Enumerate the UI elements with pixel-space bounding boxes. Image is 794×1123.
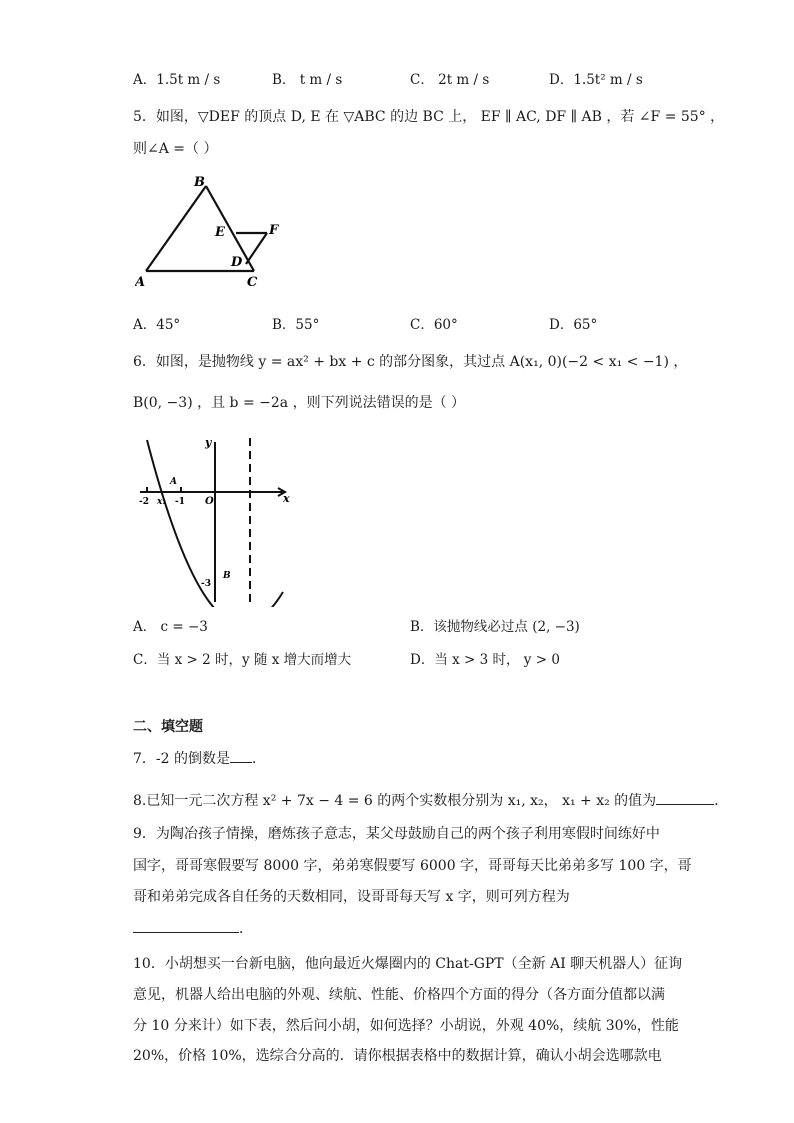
- q7-end: ．: [252, 751, 266, 767]
- q4-option-c: C． 2t m / s: [410, 72, 490, 88]
- q6-option-d: D．当 x > 3 时， y > 0: [410, 652, 560, 668]
- q6-parabola-figure: [135, 432, 295, 607]
- point-a-label: A: [170, 477, 177, 487]
- q5-stem-line2: 则∠A =（ ）: [133, 141, 218, 157]
- q5-stem-line1: 5．如图，▽DEF 的顶点 D, E 在 ▽ABC 的边 BC 上， EF ∥ AC, DF ∥ AB ，若 ∠F = 55° ，: [133, 109, 725, 125]
- q9-answer-line: [133, 918, 253, 939]
- label-b: B: [194, 175, 205, 190]
- q8-text: 8.已知一元二次方程 x² + 7x − 4 = 6 的两个实数根分别为 x₁, x₂， x₁ + x₂ 的值为: [133, 793, 657, 809]
- q8-line: [133, 790, 728, 811]
- q5-option-c: C．60°: [410, 317, 458, 333]
- label-a: A: [135, 275, 146, 290]
- origin-label: O: [205, 496, 214, 507]
- q5-option-a: A．45°: [133, 317, 181, 333]
- q7-line: [133, 748, 266, 769]
- section-heading: 二、填空题: [133, 719, 203, 735]
- q8-answer-blank[interactable]: [656, 790, 714, 805]
- tick-minus2: -2: [139, 497, 149, 507]
- q4-option-b: B． t m / s: [272, 72, 343, 88]
- q9-end: ．: [239, 921, 253, 937]
- tick-minus1: -1: [175, 497, 185, 507]
- q6-stem-line1: 6．如图，是抛物线 y = ax² + bx + c 的部分图象，其过点 A(x₁, 0)(−2 < x₁ < −1) ，: [133, 354, 688, 370]
- tick-x1: x₁: [157, 497, 167, 507]
- q5-option-b: B．55°: [272, 317, 320, 333]
- q4-option-a: A．1.5t m / s: [133, 72, 221, 88]
- q7-answer-blank[interactable]: [230, 748, 252, 763]
- q6-option-a: A． c = −3: [133, 619, 208, 635]
- label-f: F: [269, 223, 279, 238]
- q10-line1: 10．小胡想买一台新电脑，他向最近火爆圈内的 Chat-GPT（全新 AI 聊天机器人）征询: [133, 956, 683, 972]
- point-b-label: B: [223, 571, 231, 581]
- axis-label-y: y: [205, 436, 212, 449]
- q9-line1: 9．为陶冶孩子情操，磨炼孩子意志，某父母鼓励自己的两个孩子利用寒假时间练好中: [133, 826, 660, 842]
- q9-line2: 国字，哥哥寒假要写 8000 字，弟弟寒假要写 6000 字，哥哥每天比弟弟多写 100 字，哥: [133, 858, 692, 874]
- q6-stem-line2: B(0, −3) ，且 b = −2a ，则下列说法错误的是（ ）: [133, 395, 466, 411]
- tick-minus3: -3: [201, 579, 211, 589]
- q9-line3: 哥和弟弟完成各自任务的天数相同，设哥哥每天写 x 字，则可列方程为: [133, 889, 570, 905]
- label-e: E: [215, 225, 225, 240]
- q4-option-d: D．1.5t² m / s: [549, 72, 643, 88]
- q6-option-b: B．该抛物线必过点 (2, −3): [410, 619, 580, 635]
- label-c: C: [247, 275, 258, 290]
- q6-option-c: C．当 x > 2 时，y 随 x 增大而增大: [133, 652, 352, 668]
- q5-option-d: D．65°: [549, 317, 598, 333]
- q10-line2: 意见，机器人给出电脑的外观、续航、性能、价格四个方面的得分（各方面分值都以满: [133, 987, 665, 1003]
- q7-text: 7．-2 的倒数是: [133, 751, 230, 767]
- q9-answer-blank[interactable]: [133, 918, 239, 933]
- axis-label-x: x: [283, 492, 290, 505]
- label-d: D: [231, 255, 243, 270]
- q10-line4: 20%，价格 10%，选综合分高的．请你根据表格中的数据计算，确认小胡会选哪款电: [133, 1048, 662, 1064]
- q5-triangle-figure: [135, 172, 295, 292]
- q8-end: ．: [714, 793, 729, 809]
- q10-line3: 分 10 分来计）如下表，然后问小胡，如何选择？小胡说，外观 40%，续航 30%，性能: [133, 1018, 679, 1034]
